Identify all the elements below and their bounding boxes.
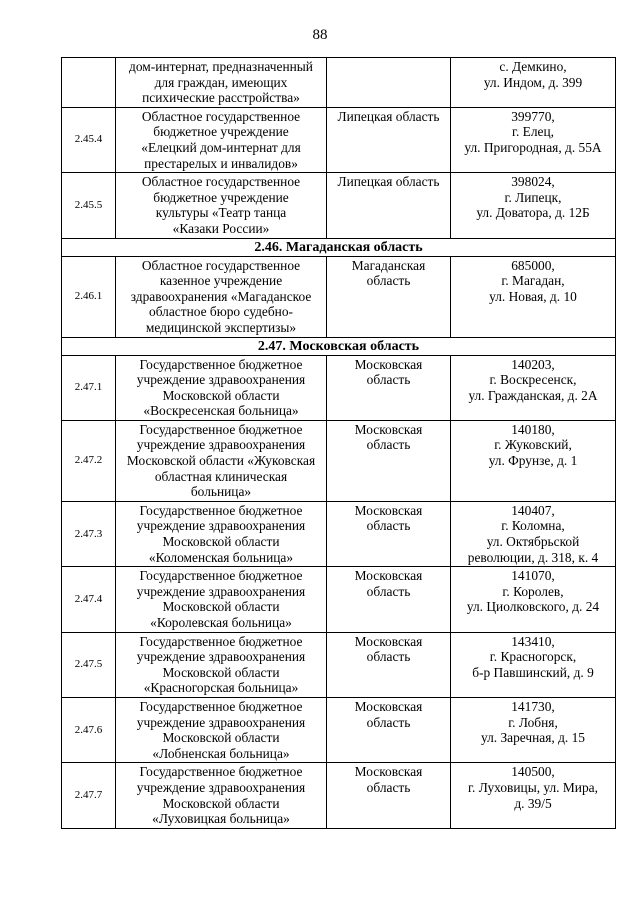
institution-name [116,173,327,238]
address [451,632,616,697]
text-line: г. Елец, [512,124,554,140]
text-line: Государственное бюджетное [139,764,303,780]
text-line: Государственное бюджетное [139,502,303,518]
text-line: Московской области [162,795,280,811]
address [451,58,616,108]
table-row [62,256,616,337]
text-line: учреждение здравоохранения [136,583,306,599]
text-line: ул. Заречная, д. 15 [480,730,586,746]
text-line: Государственное бюджетное [139,421,303,437]
region [327,632,451,697]
rows-moscow [62,355,616,828]
text-line: Государственное бюджетное [139,568,303,584]
address [451,567,616,632]
text-line: Государственное бюджетное [139,356,303,372]
institution-name [116,567,327,632]
text-line: революции, д. 318, к. 4 [467,549,599,565]
text-line: учреждение здравоохранения [136,714,306,730]
institution-name [116,256,327,337]
text-line: Областное государственное [141,257,301,273]
text-line: учреждение здравоохранения [136,649,306,665]
text-line: г. Коломна, [501,518,565,534]
text-line: медицинской экспертизы» [145,319,297,335]
text-line: ул. Гражданская, д. 2А [468,387,598,403]
text-line: учреждение здравоохранения [136,779,306,795]
text-line: область [366,779,411,795]
institution-name [116,501,327,566]
text-line: бюджетное учреждение [153,189,289,205]
text-line: Московской области «Жуковская [126,453,316,469]
address [451,763,616,828]
section-title: 2.46. Магаданская область [62,238,616,256]
text-line: областное бюро судебно- [149,304,293,320]
text-line: 141730, [511,698,555,714]
text-line: д. 39/5 [514,795,552,811]
text-line: Московская [354,764,423,780]
text-line: «Коломенская больница» [148,549,294,565]
institution-name [116,355,327,420]
institution-name [116,763,327,828]
row-number: 2.45.4 [62,107,116,172]
region [327,256,451,337]
text-line: «Воскресенская больница» [143,403,299,419]
table-row [62,58,616,108]
text-line: Государственное бюджетное [139,698,303,714]
text-line: г. Королев, [502,583,564,599]
text-line: бюджетное учреждение [153,124,289,140]
address [451,501,616,566]
address [451,173,616,238]
text-line: Московской области [162,599,280,615]
page-number: 88 [312,27,328,43]
institution-name [116,632,327,697]
text-line: область [366,437,411,453]
text-line: престарелых и инвалидов» [144,155,298,171]
table-row [62,173,616,238]
text-line: учреждение здравоохранения [136,372,306,388]
text-line: 685000, [511,257,555,273]
text-line: г. Красногорск, [489,649,577,665]
row-number: 2.47.7 [62,763,116,828]
text-line: «Казаки России» [172,220,270,236]
table-row [62,697,616,762]
text-line: для граждан, имеющих [154,74,288,90]
row-number [62,58,116,108]
table-row [62,501,616,566]
text-line: ул. Циолковского, д. 24 [466,599,600,615]
section-heading-magadan [62,238,616,256]
text-line: область [366,273,411,289]
text-line: казенное учреждение [159,273,283,289]
table-row [62,567,616,632]
text-line: б-р Павшинский, д. 9 [472,664,594,680]
text-line: 140407, [511,502,555,518]
text-line: Московской области [162,664,280,680]
rows-magadan [62,256,616,337]
text-line: область [366,583,411,599]
text-line: Липецкая область [337,174,440,190]
text-line: область [366,372,411,388]
text-line: «Королевская больница» [150,615,292,630]
region [327,567,451,632]
text-line: учреждение здравоохранения [136,518,306,534]
text-line: здравоохранения «Магаданское [130,288,312,304]
region [327,697,451,762]
address [451,697,616,762]
text-line: Государственное бюджетное [139,633,303,649]
text-line: учреждение здравоохранения [136,437,306,453]
text-line: областная клиническая [154,468,288,484]
text-line: Магаданская [351,257,426,273]
text-line: Московская [354,633,423,649]
institutions-table [61,57,616,829]
text-line: ул. Фрунзе, д. 1 [488,453,578,469]
text-line: «Елецкий дом-интернат для [141,139,301,155]
text-line: Областное государственное [141,174,301,190]
text-line: г. Липецк, [504,189,562,205]
region [327,58,451,108]
institution-name [116,58,327,108]
region [327,173,451,238]
address [451,355,616,420]
text-line: 141070, [511,568,555,584]
row-number: 2.45.5 [62,173,116,238]
text-line: 399770, [511,108,555,124]
text-line: ул. Доватора, д. 12Б [476,205,590,221]
text-line: Московской области [162,534,280,550]
table-row [62,763,616,828]
text-line: 398024, [511,174,555,190]
row-number: 2.47.5 [62,632,116,697]
address [451,256,616,337]
text-line: Московская [354,421,423,437]
row-number: 2.47.2 [62,420,116,501]
text-line: 140180, [511,421,555,437]
text-line: Московской области [162,387,280,403]
text-line: ул. Октябрьской [486,534,580,550]
text-line: г. Жуковский, [494,437,572,453]
institution-name [116,107,327,172]
institution-name [116,697,327,762]
region [327,763,451,828]
text-line: «Лобненская больница» [152,745,290,761]
text-line: г. Луховицы, ул. Мира, [468,779,598,795]
text-line: ул. Индом, д. 399 [483,74,583,90]
row-number: 2.47.4 [62,567,116,632]
text-line: Липецкая область [337,108,440,124]
address [451,107,616,172]
text-line: Областное государственное [141,108,301,124]
text-line: Московская [354,698,423,714]
text-line: ул. Пригородная, д. 55А [464,139,602,155]
table-row [62,420,616,501]
row-number: 2.47.3 [62,501,116,566]
table-row [62,355,616,420]
text-line: «Луховицкая больница» [152,811,290,827]
text-line: больница» [190,484,252,500]
row-number: 2.46.1 [62,256,116,337]
text-line: Московской области [162,730,280,746]
text-line: 140500, [511,764,555,780]
region [327,355,451,420]
text-line: область [366,714,411,730]
table-row [62,107,616,172]
region [327,420,451,501]
address [451,420,616,501]
text-line: область [366,518,411,534]
text-line: Московская [354,502,423,518]
text-line: культуры «Театр танца [155,205,287,221]
text-line: 140203, [511,356,555,372]
text-line: ул. Новая, д. 10 [489,288,577,304]
section-heading-moscow [62,337,616,355]
text-line: с. Демкино, [499,59,567,74]
text-line: г. Лобня, [508,714,558,730]
rows-lipetsk [62,107,616,238]
region [327,501,451,566]
table-row [62,632,616,697]
text-line: «Красногорская больница» [143,680,299,696]
text-line: г. Магадан, [501,273,565,289]
text-line: Московская [354,356,423,372]
text-line: психические расстройства» [142,90,300,106]
text-line: Московская [354,568,423,584]
region [327,107,451,172]
institution-name [116,420,327,501]
row-number: 2.47.1 [62,355,116,420]
text-line: область [366,649,411,665]
text-line: 143410, [511,633,555,649]
text-line: г. Воскресенск, [489,372,577,388]
row-number: 2.47.6 [62,697,116,762]
text-line: дом-интернат, предназначенный [129,59,313,74]
section-title: 2.47. Московская область [62,337,616,355]
